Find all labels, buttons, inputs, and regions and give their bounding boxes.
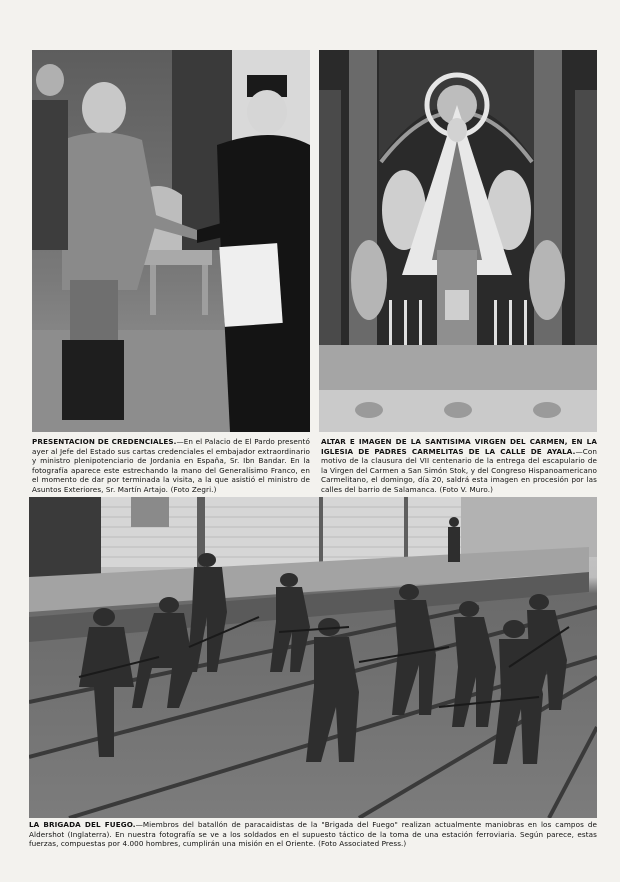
brigade-caption-lead: LA BRIGADA DEL FUEGO. (29, 820, 136, 829)
virgin-altar-photo (319, 50, 597, 432)
virgin-altar-photo-image (319, 50, 597, 432)
brigade-caption (29, 820, 597, 849)
credentials-caption-body: —En el Palacio de El Pardo presentó ayer al Jefe del Estado sus cartas credenciales el embajador extraordinario y ministro plenipotenciario de Jordania en España, Sr. Ibn Bandar. En la fotografía aparece este estrechando la mano del Generalísimo Franco, en el momento de dar por terminada la visita, a la que asistió el ministro de Asuntos Exteriores, Sr. Martín Artajo. (32, 437, 310, 494)
altar-caption-lead: ALTAR E IMAGEN DE LA SANTISIMA VIRGEN DEL CARMEN, EN LA IGLESIA DE PADRES CARMELITAS DE LA CALLE DE AYALA. (321, 437, 597, 456)
credentials-photo-image (32, 50, 310, 432)
paratroopers-photo-image (29, 497, 597, 818)
paratroopers-photo (29, 497, 597, 818)
altar-caption-credit: (Foto V. Muro.) (439, 484, 494, 494)
credentials-caption-credit: (Foto Zegri.) (170, 484, 217, 494)
brigade-caption-body: —Miembros del batallón de paracaidistas de la "Brigada del Fuego" realizan actualmente maniobras en los campos de Aldershot (Inglaterra). En nuestra fotografía se ve a los soldados en el supuesto táctico de la toma de una estación ferroviaria. Según parece, estas fuerzas, compuestas por 4.000 hombres, cumplirán una misión en el Oriente. (29, 820, 597, 849)
brigade-caption-credit: (Foto Associated Press.) (318, 839, 407, 849)
credentials-caption-lead: PRESENTACION DE CREDENCIALES. (32, 437, 177, 446)
credentials-caption (32, 437, 310, 495)
credentials-photo (32, 50, 310, 432)
altar-caption (321, 437, 597, 495)
altar-caption-body: —Con motivo de la clausura del VII centenario de la entrega del escapulario de la Virgen del Carmen a San Simón Stok, y del Congreso Hispanoamericano Carmelitano, el domingo, día 20, saldrá esta imagen en procesión por las calles del barrio de Salamanca. (321, 446, 597, 494)
